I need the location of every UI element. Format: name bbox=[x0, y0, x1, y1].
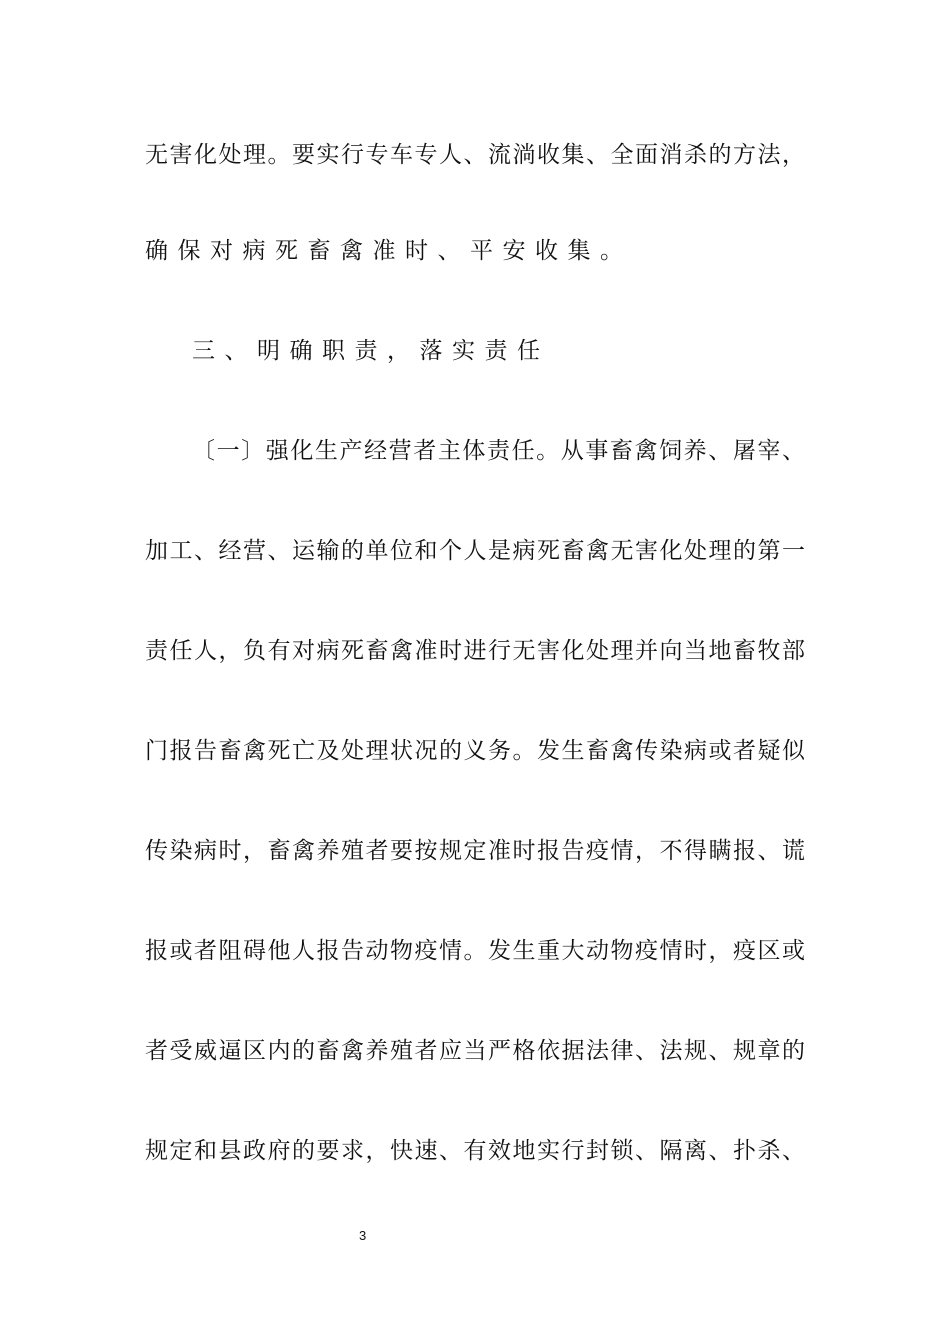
body-text-line: 报或者阻碍他人报告动物疫情。发生重大动物疫情时，疫区或 bbox=[145, 938, 805, 964]
page-number: 3 bbox=[359, 1228, 367, 1243]
body-text-line: 责任人，负有对病死畜禽准时进行无害化处理并向当地畜牧部 bbox=[145, 638, 805, 664]
body-text-line: 传染病时，畜禽养殖者要按规定准时报告疫情，不得瞒报、谎 bbox=[145, 838, 805, 864]
body-text-line: 加工、经营、运输的单位和个人是病死畜禽无害化处理的第一 bbox=[145, 538, 805, 564]
body-text-line: 者受威逼区内的畜禽养殖者应当严格依据法律、法规、规章的 bbox=[145, 1038, 805, 1064]
body-text-line: 确保对病死畜禽准时、平安收集。 bbox=[145, 238, 633, 264]
body-text-line: 无害化处理。要实行专车专人、流淌收集、全面消杀的方法， bbox=[145, 142, 805, 168]
section-heading: 三、明确职责，落实责任 bbox=[192, 338, 550, 364]
body-text-line: 规定和县政府的要求，快速、有效地实行封锁、隔离、扑杀、 bbox=[145, 1138, 805, 1164]
body-text-line: 门报告畜禽死亡及处理状况的义务。发生畜禽传染病或者疑似 bbox=[145, 738, 805, 764]
subsection-first-line: 〔一〕强化生产经营者主体责任。从事畜禽饲养、屠宰、 bbox=[192, 438, 805, 464]
